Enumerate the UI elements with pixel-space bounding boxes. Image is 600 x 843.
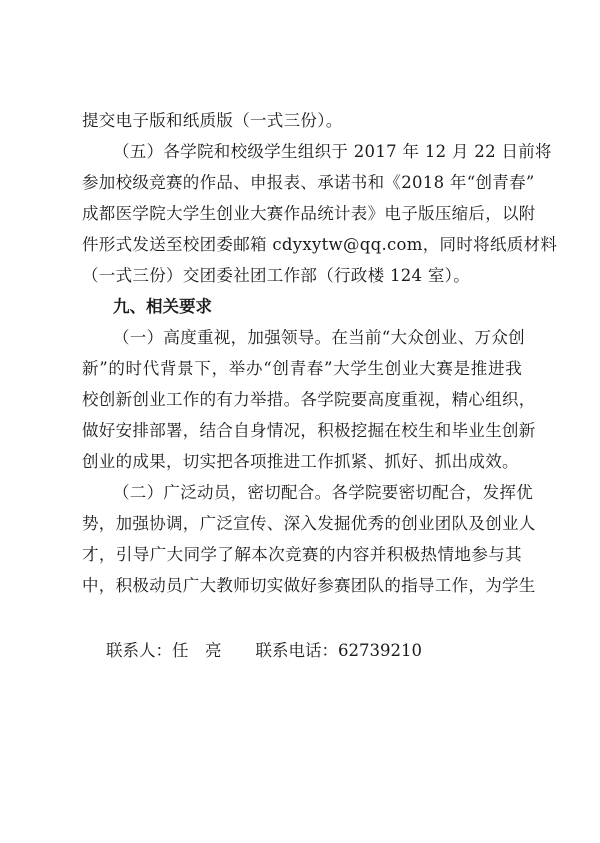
paragraph-line: 才，引导广大同学了解本次竞赛的内容并积极热情地参与其 [82,545,522,564]
paragraph-line: 参加校级竞赛的作品、申报表、承诺书和《2018 年“创青春” [82,173,535,192]
paragraph-line: （二）广泛动员，密切配合。各学院要密切配合，发挥优 [113,483,533,502]
paragraph-line: （一）高度重视，加强领导。在当前“大众创业、万众创 [113,328,525,347]
paragraph-line: 成都医学院大学生创业大赛作品统计表》电子版压缩后，以附 [82,204,536,223]
paragraph-line: （一式三份）交团委社团工作部（行政楼 124 室）。 [82,266,471,285]
paragraph-line: （五）各学院和校级学生组织于 2017 年 12 月 22 日前将 [113,142,552,161]
paragraph-line: 中，积极动员广大教师切实做好参赛团队的指导工作，为学生 [82,576,536,595]
contact-phone: 62739210 [338,641,422,660]
paragraph-line: 做好安排部署，结合自身情况，积极挖掘在校生和毕业生创新 [82,421,536,440]
paragraph-line: 提交电子版和纸质版（一式三份）。 [82,111,343,130]
section-heading: 九、相关要求 [113,297,212,316]
paragraph-line: 校创新创业工作的有力举措。各学院要高度重视，精心组织， [82,390,536,409]
paragraph-line: 件形式发送至校团委邮箱 cdyxytw@qq.com，同时将纸质材料 [82,235,558,254]
contact-person-name: 任 亮 [172,641,222,660]
contact-person-label: 联系人： [106,641,172,660]
paragraph-line: 势，加强协调，广泛宣传、深入发掘优秀的创业团队及创业人 [82,514,536,533]
contact-line [106,640,422,662]
paragraph-line: 新”的时代背景下，举办“创青春”大学生创业大赛是推进我 [82,359,522,378]
contact-phone-label: 联系电话： [255,641,338,660]
paragraph-line: 创业的成果，切实把各项推进工作抓紧、抓好、抓出成效。 [82,452,519,471]
